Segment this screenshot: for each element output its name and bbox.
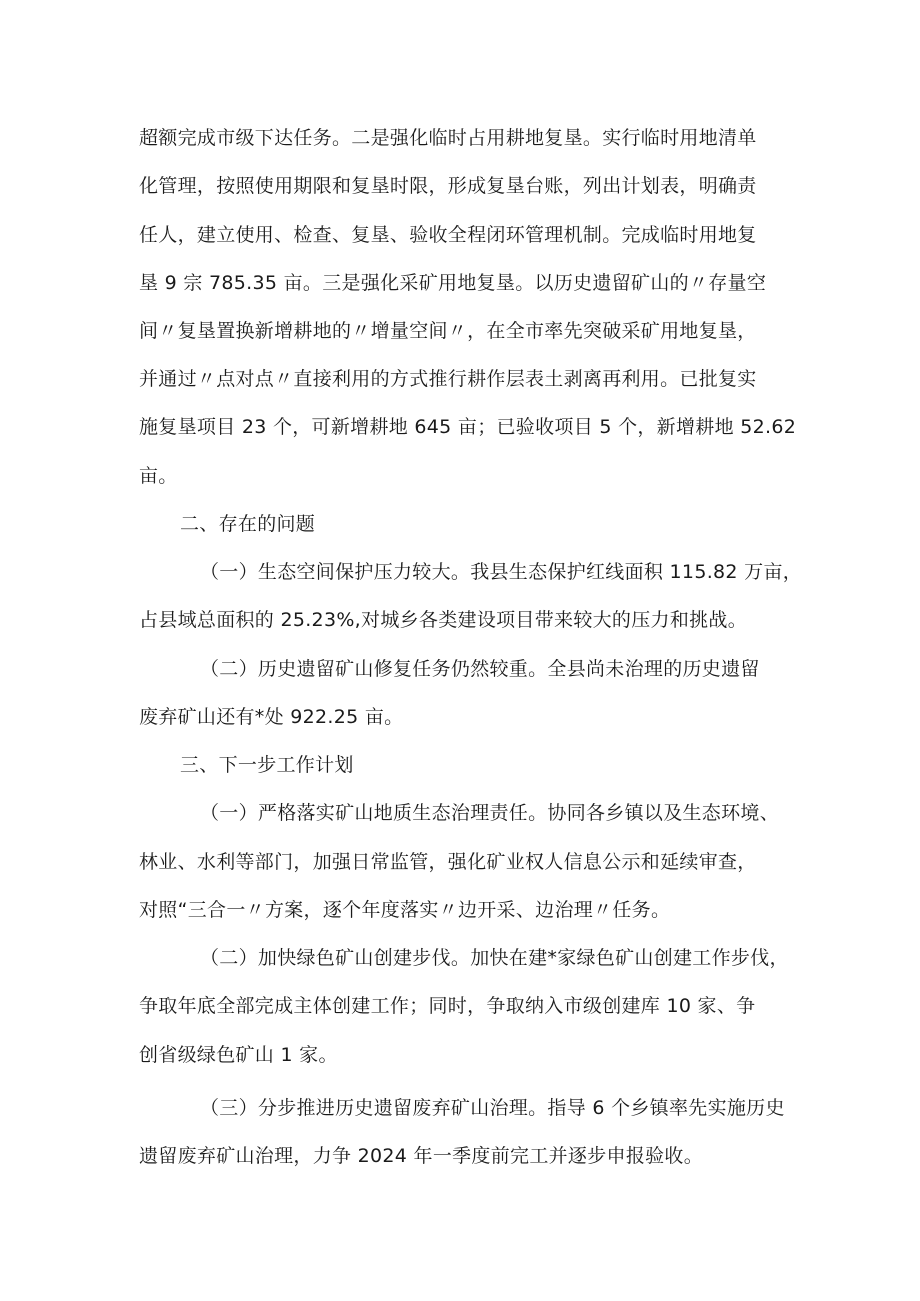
paragraph-1-line-7: 施复垦项目 23 个，可新增耕地 645 亩；已验收项目 5 个，新增耕地 52.62	[139, 416, 797, 438]
issue-1-line-1: （一）生态空间保护压力较大。我县生态保护红线面积 115.82 万亩，	[200, 561, 803, 583]
paragraph-1-line-5: 间〃复垦置换新增耕地的〃增量空间〃，在全市率先突破采矿用地复垦，	[139, 320, 757, 342]
plan-2-line-2: 争取年底全部完成主体创建工作；同时，争取纳入市级创建库 10 家、争	[139, 995, 756, 1017]
plan-3-line-1: （三）分步推进历史遗留废弃矿山治理。指导 6 个乡镇率先实施历史	[200, 1097, 785, 1119]
plan-3-line-2: 遗留废弃矿山治理，力争 2024 年一季度前完工并逐步申报验收。	[139, 1145, 704, 1167]
paragraph-1-line-3: 任人，建立使用、检查、复垦、验收全程闭环管理机制。完成临时用地复	[139, 224, 757, 246]
plan-2-line-1: （二）加快绿色矿山创建步伐。加快在建*家绿色矿山创建工作步伐，	[200, 947, 789, 969]
plan-1-line-2: 林业、水利等部门，加强日常监管，强化矿业权人信息公示和延续审查，	[139, 851, 757, 873]
plan-2-line-3: 创省级绿色矿山 1 家。	[139, 1044, 338, 1066]
paragraph-1-line-8: 亩。	[139, 465, 178, 487]
paragraph-1-line-4: 垦 9 宗 785.35 亩。三是强化采矿用地复垦。以历史遗留矿山的〃存量空	[139, 272, 767, 294]
section-3-heading: 三、下一步工作计划	[180, 754, 354, 776]
plan-1-line-3: 对照“三合一〃方案，逐个年度落实〃边开采、边治理〃任务。	[139, 899, 671, 921]
issue-2-line-1: （二）历史遗留矿山修复任务仍然较重。全县尚未治理的历史遗留	[200, 658, 760, 680]
paragraph-1-line-1: 超额完成市级下达任务。二是强化临时占用耕地复垦。实行临时用地清单	[139, 127, 757, 149]
issue-1-line-2: 占县域总面积的 25.23%,对城乡各类建设项目带来较大的压力和挑战。	[139, 609, 748, 631]
plan-1-line-1: （一）严格落实矿山地质生态治理责任。协同各乡镇以及生态环境、	[200, 802, 780, 824]
section-2-heading: 二、存在的问题	[180, 513, 316, 535]
paragraph-1-line-6: 并通过〃点对点〃直接利用的方式推行耕作层表土剥离再利用。已批复实	[139, 368, 757, 390]
paragraph-1-line-2: 化管理，按照使用期限和复垦时限，形成复垦台账，列出计划表，明确责	[139, 175, 757, 197]
issue-2-line-2: 废弃矿山还有*处 922.25 亩。	[139, 706, 404, 728]
